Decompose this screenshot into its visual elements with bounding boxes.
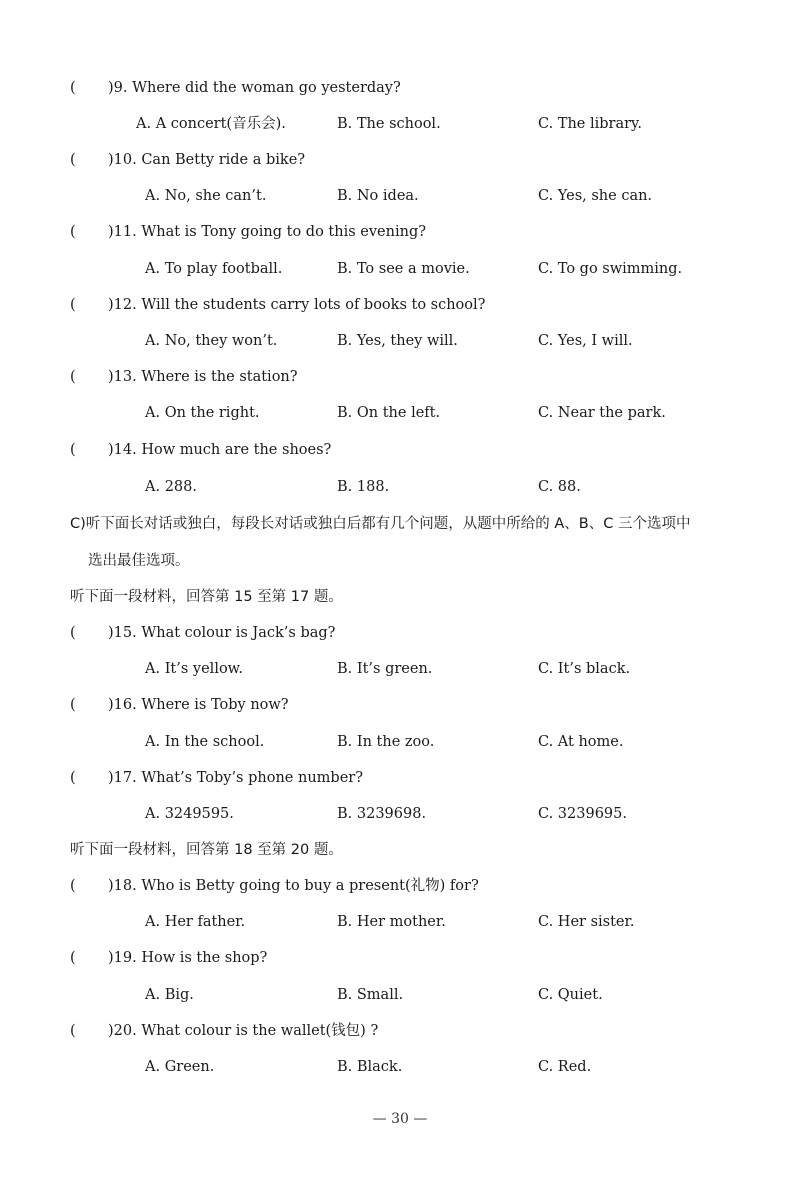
answer-blank[interactable]: ( bbox=[70, 297, 76, 313]
option-b[interactable]: B. The school. bbox=[337, 116, 441, 132]
options-19 bbox=[0, 982, 800, 1008]
options-20 bbox=[0, 1054, 800, 1080]
option-c[interactable]: C. It’s black. bbox=[538, 661, 631, 677]
question-12 bbox=[0, 292, 800, 318]
option-a[interactable]: A. 288. bbox=[145, 479, 197, 495]
question-text: )9. Where did the woman go yesterday? bbox=[108, 80, 401, 96]
answer-blank[interactable]: ( bbox=[70, 697, 76, 713]
question-text: )10. Can Betty ride a bike? bbox=[108, 152, 306, 168]
option-a[interactable]: A. 3249595. bbox=[145, 806, 234, 822]
option-c[interactable]: C. Near the park. bbox=[538, 405, 666, 421]
option-b[interactable]: B. In the zoo. bbox=[337, 734, 435, 750]
option-c[interactable]: C. To go swimming. bbox=[538, 261, 683, 277]
options-14 bbox=[0, 474, 800, 500]
options-18 bbox=[0, 909, 800, 935]
option-c[interactable]: C. Yes, she can. bbox=[538, 188, 653, 204]
options-12 bbox=[0, 328, 800, 354]
option-b[interactable]: B. 3239698. bbox=[337, 806, 427, 822]
question-10 bbox=[0, 147, 800, 173]
option-a[interactable]: A. To play football. bbox=[145, 261, 283, 277]
answer-blank[interactable]: ( bbox=[70, 224, 76, 240]
question-9 bbox=[0, 75, 800, 101]
option-a[interactable]: A. No, they won’t. bbox=[145, 333, 278, 349]
options-10 bbox=[0, 183, 800, 209]
option-a[interactable]: A. Her father. bbox=[145, 914, 246, 930]
option-b[interactable]: B. To see a movie. bbox=[337, 261, 470, 277]
options-13 bbox=[0, 400, 800, 426]
options-16 bbox=[0, 729, 800, 755]
options-9 bbox=[0, 111, 800, 137]
option-c[interactable]: C. At home. bbox=[538, 734, 624, 750]
answer-blank[interactable]: ( bbox=[70, 80, 76, 96]
question-18 bbox=[0, 873, 800, 899]
option-a[interactable]: A. It’s yellow. bbox=[145, 661, 243, 677]
options-15 bbox=[0, 656, 800, 682]
question-text: )20. What colour is the wallet(钱包) ? bbox=[108, 1023, 379, 1039]
option-a[interactable]: A. In the school. bbox=[145, 734, 265, 750]
question-text: )19. How is the shop? bbox=[108, 950, 268, 966]
option-c[interactable]: C. Her sister. bbox=[538, 914, 635, 930]
material-heading-2: 听下面一段材料，回答第 18 至第 20 题。 bbox=[70, 842, 343, 858]
option-b[interactable]: B. On the left. bbox=[337, 405, 441, 421]
option-b[interactable]: B. It’s green. bbox=[337, 661, 433, 677]
question-text: )17. What’s Toby’s phone number? bbox=[108, 770, 363, 786]
question-text: )12. Will the students carry lots of books to school? bbox=[108, 297, 486, 313]
option-b[interactable]: B. Her mother. bbox=[337, 914, 446, 930]
answer-blank[interactable]: ( bbox=[70, 625, 76, 641]
option-b[interactable]: B. No idea. bbox=[337, 188, 419, 204]
option-c[interactable]: C. 88. bbox=[538, 479, 581, 495]
answer-blank[interactable]: ( bbox=[70, 770, 76, 786]
question-16 bbox=[0, 692, 800, 718]
question-13 bbox=[0, 364, 800, 390]
question-text: )11. What is Tony going to do this evening? bbox=[108, 224, 426, 240]
option-a[interactable]: A. Big. bbox=[145, 987, 194, 1003]
question-15 bbox=[0, 620, 800, 646]
answer-blank[interactable]: ( bbox=[70, 1023, 76, 1039]
option-a[interactable]: A. Green. bbox=[145, 1059, 215, 1075]
question-text: )18. Who is Betty going to buy a present(礼物) for? bbox=[108, 878, 479, 894]
question-11 bbox=[0, 219, 800, 245]
options-17 bbox=[0, 801, 800, 827]
option-b[interactable]: B. Yes, they will. bbox=[337, 333, 458, 349]
option-a[interactable]: A. No, she can’t. bbox=[145, 188, 267, 204]
option-b[interactable]: B. 188. bbox=[337, 479, 390, 495]
material-heading-1: 听下面一段材料，回答第 15 至第 17 题。 bbox=[70, 589, 343, 605]
question-17 bbox=[0, 765, 800, 791]
option-c[interactable]: C. Red. bbox=[538, 1059, 592, 1075]
question-19 bbox=[0, 945, 800, 971]
section-c-instruction-cont: 选出最佳选项。 bbox=[88, 553, 190, 569]
option-c[interactable]: C. The library. bbox=[538, 116, 642, 132]
question-text: )14. How much are the shoes? bbox=[108, 442, 332, 458]
page-number: — 30 — bbox=[372, 1111, 428, 1127]
answer-blank[interactable]: ( bbox=[70, 442, 76, 458]
answer-blank[interactable]: ( bbox=[70, 369, 76, 385]
option-a[interactable]: A. A concert(音乐会). bbox=[136, 116, 286, 132]
question-14 bbox=[0, 437, 800, 463]
option-b[interactable]: B. Small. bbox=[337, 987, 404, 1003]
option-b[interactable]: B. Black. bbox=[337, 1059, 403, 1075]
question-20 bbox=[0, 1018, 800, 1044]
section-c-instruction: C)听下面长对话或独白，每段长对话或独白后都有几个问题，从题中所给的 A、B、C 三个选项中 bbox=[70, 516, 691, 532]
option-c[interactable]: C. Yes, I will. bbox=[538, 333, 633, 349]
answer-blank[interactable]: ( bbox=[70, 878, 76, 894]
option-a[interactable]: A. On the right. bbox=[145, 405, 260, 421]
option-c[interactable]: C. Quiet. bbox=[538, 987, 603, 1003]
question-text: )13. Where is the station? bbox=[108, 369, 298, 385]
option-c[interactable]: C. 3239695. bbox=[538, 806, 627, 822]
question-text: )15. What colour is Jack’s bag? bbox=[108, 625, 336, 641]
question-text: )16. Where is Toby now? bbox=[108, 697, 289, 713]
answer-blank[interactable]: ( bbox=[70, 950, 76, 966]
answer-blank[interactable]: ( bbox=[70, 152, 76, 168]
options-11 bbox=[0, 256, 800, 282]
